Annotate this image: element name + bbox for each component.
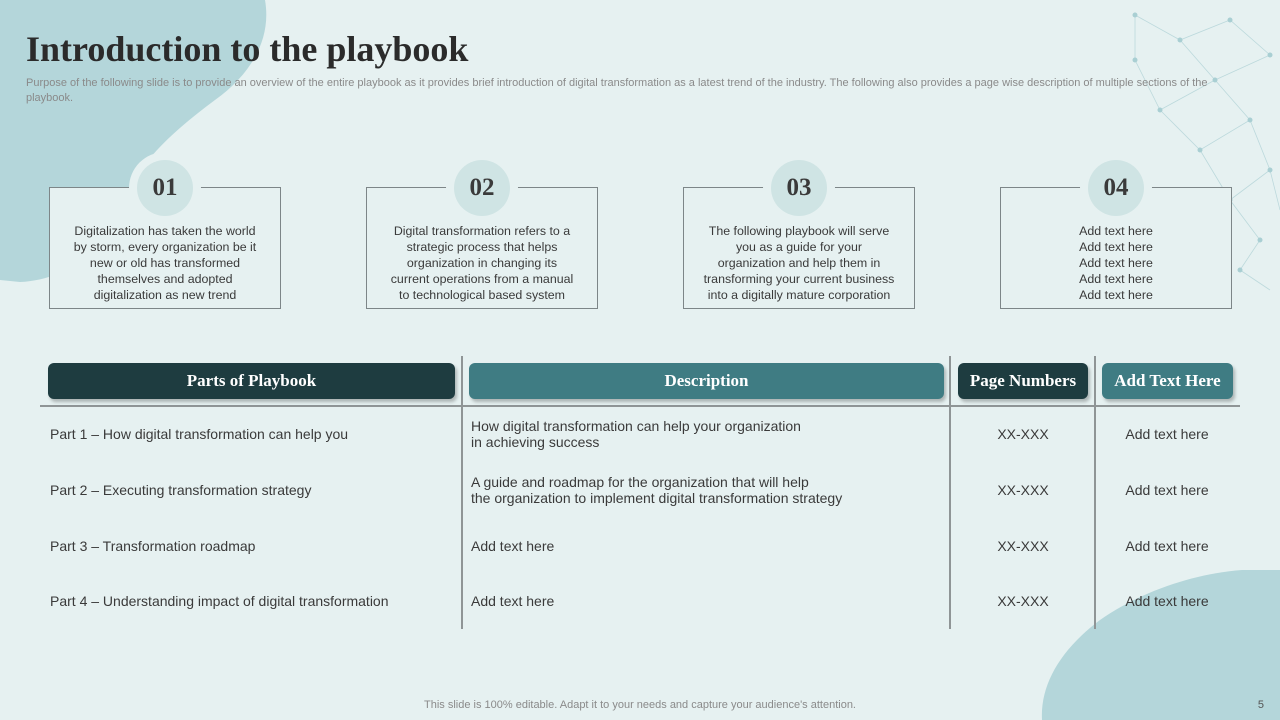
cell-description: A guide and roadmap for the organization that will help the organization to implement digital transformation strategy [471, 474, 843, 506]
cell-part: Part 4 – Understanding impact of digital transformation [50, 593, 389, 609]
header-add-text: Add Text Here [1102, 363, 1233, 399]
card-number-badge: 02 [454, 160, 510, 216]
card-text: The following playbook will serve you as a guide for your organization and help them in transforming your current business into a digitally mature corporation [703, 224, 895, 302]
cell-page-numbers: XX-XXX [997, 538, 1049, 554]
cell-extra: Add text here [1125, 482, 1209, 498]
card-number-badge: 03 [771, 160, 827, 216]
card-number-badge: 01 [137, 160, 193, 216]
intro-card-2 [366, 174, 598, 309]
page-title: Introduction to the playbook [26, 29, 469, 69]
table-row [0, 573, 1280, 629]
cell-extra: Add text here [1125, 593, 1209, 609]
card-number-badge: 04 [1088, 160, 1144, 216]
cell-description: Add text here [471, 538, 555, 554]
cell-extra: Add text here [1125, 538, 1209, 554]
cell-page-numbers: XX-XXX [997, 482, 1049, 498]
card-text: Add text here Add text here Add text here Add text here Add text here [1079, 224, 1153, 302]
page-number: 5 [1257, 699, 1264, 711]
card-text: Digital transformation refers to a strategic process that helps organization in changing its current operations from a manual to technological based system [390, 224, 574, 302]
cell-description: How digital transformation can help your organization in achieving success [471, 418, 801, 450]
cell-extra: Add text here [1125, 426, 1209, 442]
card-text: Digitalization has taken the world by storm, every organization be it new or old has transformed themselves and adopted digitalization as new trend [73, 224, 257, 302]
table-row [0, 406, 1280, 462]
cell-part: Part 1 – How digital transformation can help you [50, 426, 349, 442]
cell-part: Part 2 – Executing transformation strategy [50, 482, 312, 498]
table-row [0, 518, 1280, 574]
cell-part: Part 3 – Transformation roadmap [50, 538, 256, 554]
footer-note: This slide is 100% editable. Adapt it to your needs and capture your audience's attention. [424, 699, 856, 711]
page-subtitle: Purpose of the following slide is to provide an overview of the entire playbook as it provides brief introduction of digital transformation as a latest trend of the industry. The following also provides a page wise description of multiple sections of the playbook. [26, 77, 1208, 104]
cell-page-numbers: XX-XXX [997, 426, 1049, 442]
header-description: Description [469, 363, 944, 399]
intro-card-1 [49, 174, 281, 309]
cell-page-numbers: XX-XXX [997, 593, 1049, 609]
header-parts-of-playbook: Parts of Playbook [48, 363, 455, 399]
table-row [0, 462, 1280, 518]
intro-card-3 [683, 174, 915, 309]
cell-description: Add text here [471, 593, 555, 609]
intro-card-4 [1000, 174, 1232, 309]
header-page-numbers: Page Numbers [958, 363, 1088, 399]
